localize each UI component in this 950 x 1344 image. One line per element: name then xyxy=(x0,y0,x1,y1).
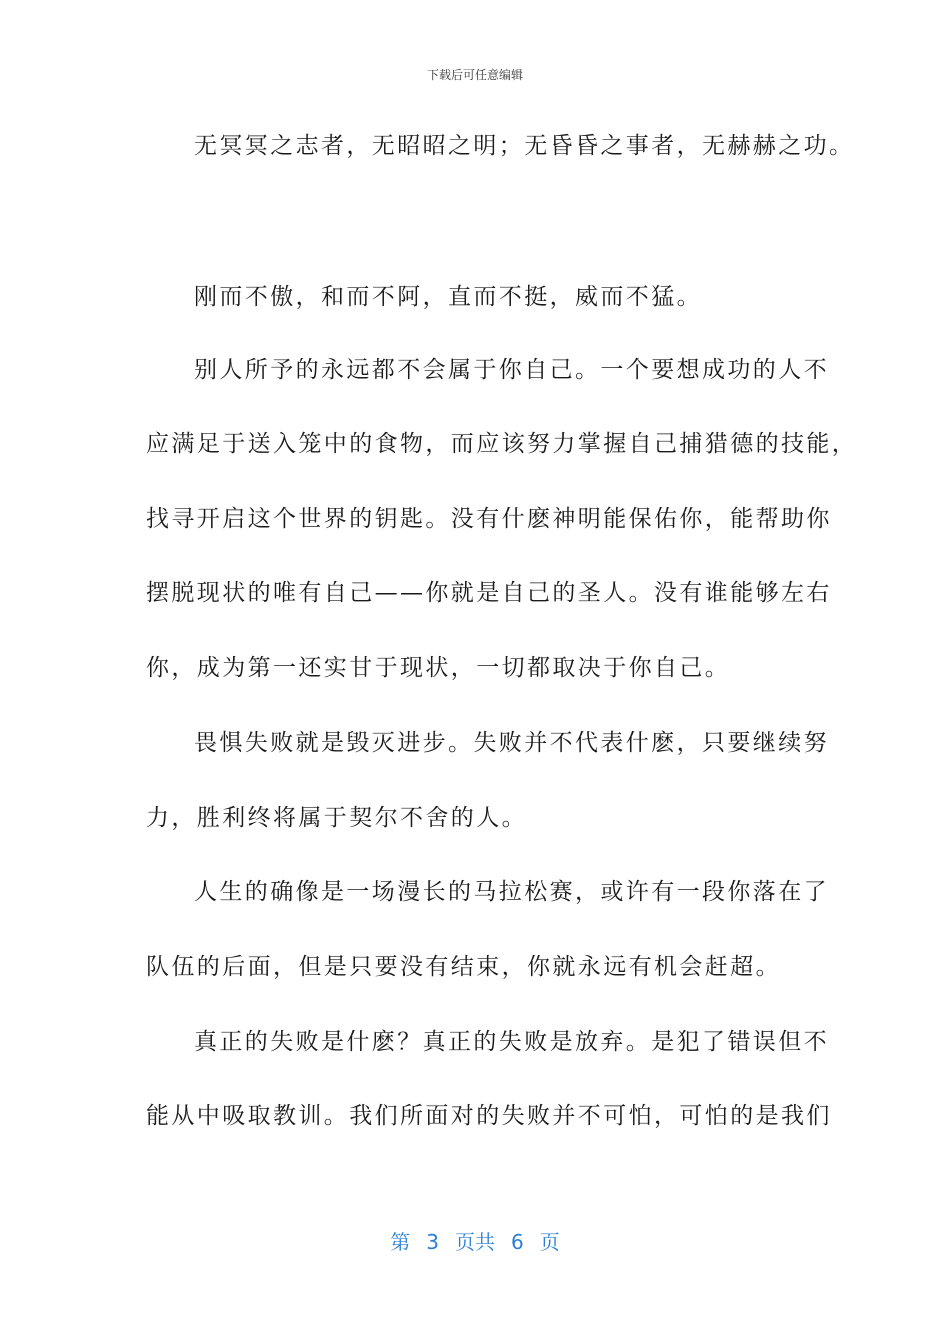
paragraph-line: 真正的失败是什麽？真正的失败是放弃。是犯了错误但不 xyxy=(194,1029,829,1055)
paragraph-line: 能从中吸取教训。我们所面对的失败并不可怕，可怕的是我们 xyxy=(146,1103,832,1129)
paragraph-line: 找寻开启这个世界的钥匙。没有什麽神明能保佑你，能帮助你 xyxy=(146,506,832,532)
page-mid: 页共 xyxy=(455,1230,495,1254)
paragraph-line: 刚而不傲，和而不阿，直而不挺，威而不猛。 xyxy=(194,284,702,310)
paragraph-line: 队伍的后面，但是只要没有结束，你就永远有机会赶超。 xyxy=(146,954,781,980)
paragraph-line: 人生的确像是一场漫长的马拉松赛，或许有一段你落在了 xyxy=(194,879,829,905)
current-page-number: 3 xyxy=(426,1230,439,1254)
paragraph-line: 摆脱现状的唯有自己——你就是自己的圣人。没有谁能够左右 xyxy=(146,580,832,606)
total-pages-number: 6 xyxy=(511,1230,524,1254)
paragraph-line: 别人所予的永远都不会属于你自己。一个要想成功的人不 xyxy=(194,357,829,383)
page-footer xyxy=(0,1226,950,1255)
page-suffix: 页 xyxy=(539,1230,560,1254)
page-prefix: 第 xyxy=(390,1230,411,1254)
paragraph-line: 力，胜利终将属于契尔不舍的人。 xyxy=(146,805,527,831)
paragraph-line: 畏惧失败就是毁灭进步。失败并不代表什麽，只要继续努 xyxy=(194,730,829,756)
paragraph-line: 无冥冥之志者，无昭昭之明；无昏昏之事者，无赫赫之功。 xyxy=(194,133,855,159)
header-note: 下载后可任意编辑 xyxy=(426,68,523,82)
paragraph-line: 应满足于送入笼中的食物，而应该努力掌握自己捕猎德的技能， xyxy=(146,431,858,457)
paragraph-line: 你，成为第一还实甘于现状，一切都取决于你自己。 xyxy=(146,655,731,681)
